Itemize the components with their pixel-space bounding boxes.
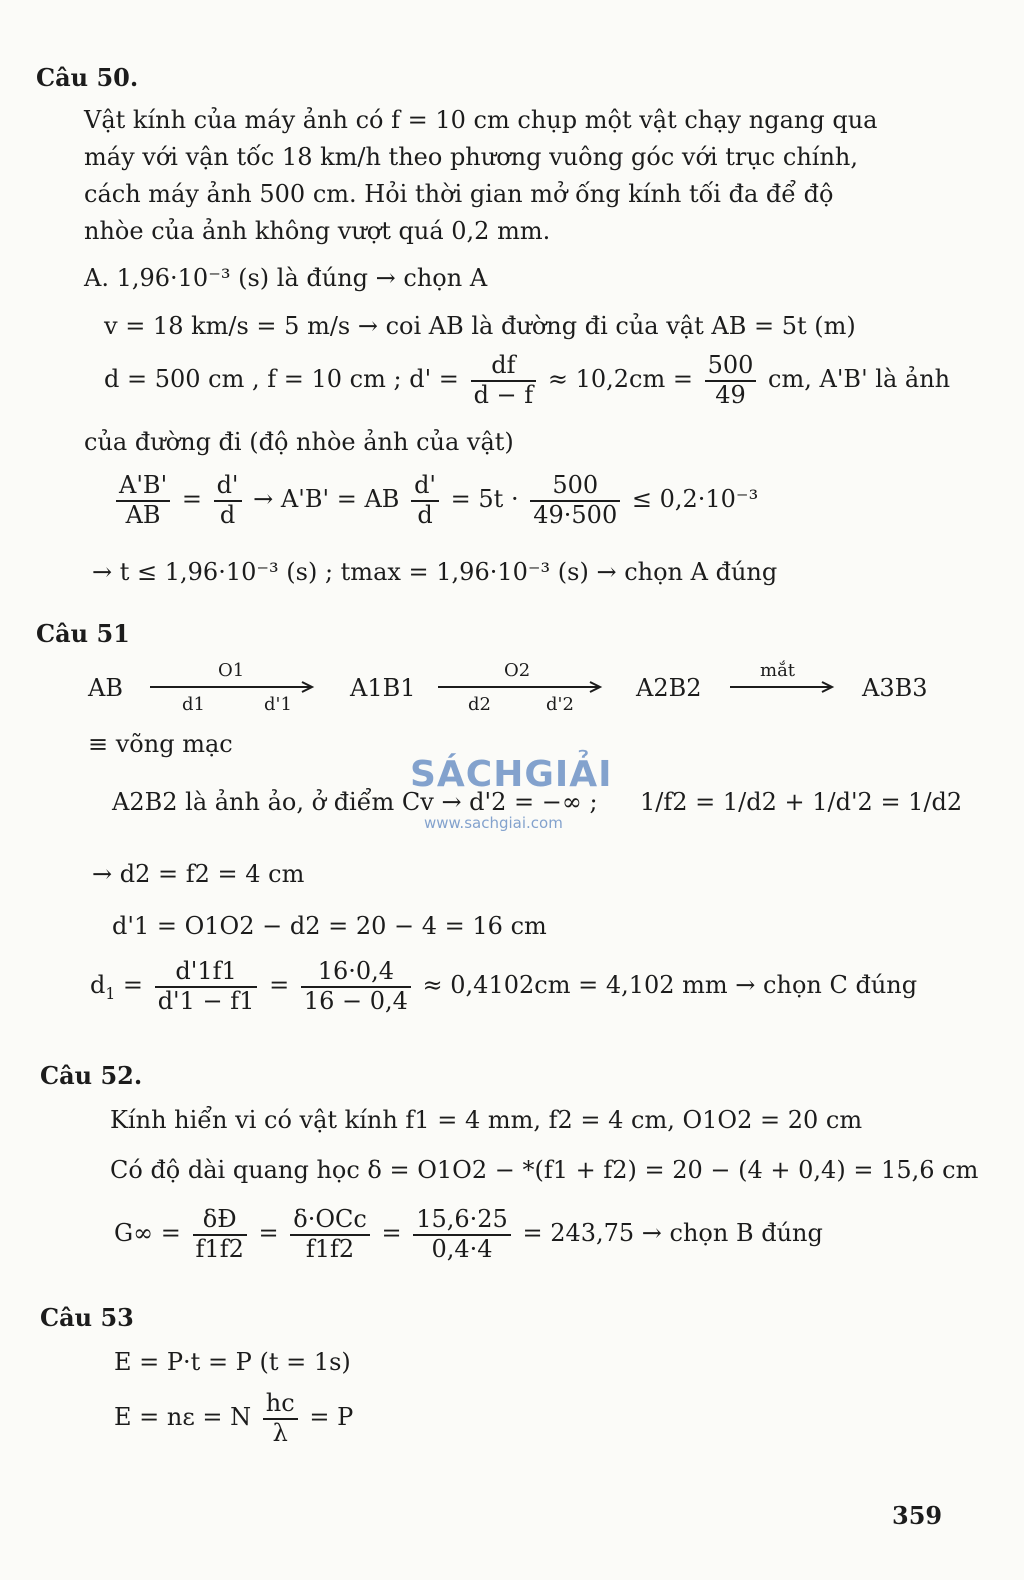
q53-line-2-post: = P bbox=[309, 1403, 354, 1432]
q51-d2-line: → d2 = f2 = 4 cm bbox=[92, 860, 305, 888]
q50-title: Câu 50. bbox=[36, 63, 139, 92]
fraction-denominator: 49·500 bbox=[533, 500, 618, 529]
q51-lens-equation: 1/f2 = 1/d2 + 1/d'2 = 1/d2 bbox=[640, 788, 963, 816]
q52-g-frac-2 bbox=[290, 1206, 370, 1263]
q50-answer-line: A. 1,96·10⁻³ (s) là đúng → chọn A bbox=[84, 264, 488, 292]
fraction-denominator: 49 bbox=[715, 380, 746, 409]
q52-magnification-line: G∞ = $\frac{\delta Đ}{f1f2}$ = $\frac{\text{δ·OCc}}{f1f2}$ = $\frac{15,6\cdot 25}{0,4\cdot 4}$ = 243,75 → chọn B đúng bbox=[114, 1205, 823, 1263]
q53-frac bbox=[263, 1390, 298, 1447]
q53-line-2 bbox=[114, 1390, 353, 1447]
fraction-denominator: f1f2 bbox=[195, 1234, 244, 1263]
q51-a1b1: A1B1 bbox=[350, 674, 416, 702]
q51-eye-label: mắt bbox=[760, 660, 796, 681]
q51-a2b2: A2B2 bbox=[636, 674, 702, 702]
q51-arrow-3 bbox=[730, 681, 840, 693]
q51-arrow-2 bbox=[438, 681, 608, 693]
fraction-numerator: d'1f1 bbox=[155, 958, 258, 988]
watermark-logo: SÁCHGIẢI bbox=[410, 754, 613, 795]
fraction-denominator: 0,4·4 bbox=[431, 1234, 493, 1263]
q51-d2: d2 bbox=[468, 694, 491, 715]
q51-retina: ≡ võng mạc bbox=[88, 730, 233, 758]
fraction-numerator: 500 bbox=[530, 472, 620, 502]
fraction-numerator: d' bbox=[214, 472, 242, 502]
fraction-denominator: λ bbox=[272, 1418, 288, 1447]
q52-g-lhs: G∞ = bbox=[114, 1219, 181, 1248]
q50-ratio-line: $\frac{A'B'}{AB}$ = $\frac{d'}{d}$ → A'B' = AB $\frac{d'}{d}$ = 5t · $\frac{500}{49\cdot 500}$ ≤ 0,2·10⁻³ bbox=[112, 472, 758, 529]
q50-ratio-lhs bbox=[116, 472, 170, 529]
fraction-numerator: d' bbox=[411, 472, 439, 502]
q51-d2p: d'2 bbox=[546, 694, 574, 715]
q52-g-tail: = 243,75 → chọn B đúng bbox=[522, 1219, 823, 1248]
q50-conclusion: → t ≤ 1,96·10⁻³ (s) ; tmax = 1,96·10⁻³ (s) → chọn A đúng bbox=[92, 558, 778, 586]
q50-distance-line bbox=[104, 352, 950, 409]
q51-o2: O2 bbox=[504, 660, 531, 681]
q50-velocity-line: v = 18 km/s = 5 m/s → coi AB là đường đi của vật AB = 5t (m) bbox=[104, 312, 856, 340]
q51-title: Câu 51 bbox=[36, 619, 130, 648]
q50-question-line-3: cách máy ảnh 500 cm. Hỏi thời gian mở ống kính tối đa để độ bbox=[84, 180, 834, 208]
fraction-denominator: d bbox=[219, 500, 236, 529]
q51-d1-frac-1 bbox=[155, 958, 258, 1015]
q51-o1: O1 bbox=[218, 660, 245, 681]
q51-a3b3: A3B3 bbox=[862, 674, 928, 702]
fraction-numerator: 15,6·25 bbox=[413, 1206, 511, 1236]
q52-g-frac-3 bbox=[413, 1206, 511, 1263]
q50-approx: ≈ 10,2cm = bbox=[547, 365, 693, 394]
q51-d1-tail: ≈ 0,4102cm = 4,102 mm → chọn C đúng bbox=[422, 971, 918, 1000]
q50-question-line-2: máy với vận tốc 18 km/h theo phương vuông góc với trục chính, bbox=[84, 143, 858, 171]
q51-d1p-line: d'1 = O1O2 − d2 = 20 − 4 = 16 cm bbox=[112, 912, 547, 940]
q51-d1p: d'1 bbox=[264, 694, 292, 715]
fraction-numerator: hc bbox=[263, 1390, 298, 1420]
fraction-numerator: 16·0,4 bbox=[301, 958, 411, 988]
q50-continuation: của đường đi (độ nhòe ảnh của vật) bbox=[84, 428, 514, 456]
q52-line-2: Có độ dài quang học δ = O1O2 − *(f1 + f2) = 20 − (4 + 0,4) = 15,6 cm bbox=[110, 1156, 979, 1184]
fraction-numerator: δĐ bbox=[193, 1206, 247, 1236]
fraction-denominator: d − f bbox=[473, 380, 534, 409]
q51-arrow-1 bbox=[150, 681, 320, 693]
fraction-numerator: A'B' bbox=[116, 472, 170, 502]
q53-title: Câu 53 bbox=[40, 1303, 134, 1332]
q50-ratio-big bbox=[530, 472, 620, 529]
fraction-numerator: df bbox=[471, 352, 537, 382]
q50-ratio-tail: ≤ 0,2·10⁻³ bbox=[631, 485, 759, 514]
q52-title: Câu 52. bbox=[40, 1061, 143, 1090]
q51-d1: d1 bbox=[182, 694, 205, 715]
q50-ratio-dd bbox=[411, 472, 439, 529]
q53-line-2-pre: E = nε = N bbox=[114, 1403, 252, 1432]
fraction-denominator: d'1 − f1 bbox=[157, 986, 255, 1015]
q50-question-line-1: Vật kính của máy ảnh có f = 10 cm chụp một vật chạy ngang qua bbox=[84, 106, 878, 134]
q50-fraction-500-49 bbox=[705, 352, 757, 409]
q50-fraction-df bbox=[471, 352, 537, 409]
q50-ratio-5t: = 5t · bbox=[450, 485, 519, 514]
fraction-numerator: 500 bbox=[705, 352, 757, 382]
q52-line-1: Kính hiển vi có vật kính f1 = 4 mm, f2 = 4 cm, O1O2 = 20 cm bbox=[110, 1106, 863, 1134]
fraction-numerator: δ·OCc bbox=[290, 1206, 370, 1236]
q51-d1-line: $d_1$ = $\frac{d'1f1}{d'1 - f1}$ = $\frac{16\cdot 0,4}{16 - 0,4}$ ≈ 0,4102cm = 4,102 mm → chọn C đúng bbox=[90, 957, 918, 1015]
fraction-denominator: AB bbox=[125, 500, 161, 529]
q51-ab: AB bbox=[88, 674, 123, 702]
q50-distance-pre: d = 500 cm , f = 10 cm ; d' = bbox=[104, 365, 459, 394]
watermark-url: www.sachgiai.com bbox=[424, 814, 563, 832]
q50-ratio-arrow: → A'B' = AB bbox=[253, 485, 400, 514]
page-number: 359 bbox=[892, 1501, 943, 1530]
q52-g-frac-1 bbox=[193, 1206, 247, 1263]
q51-virtual-image: A2B2 là ảnh ảo, ở điểm Cv → d'2 = −∞ ; bbox=[112, 788, 598, 816]
q50-distance-post: cm, A'B' là ảnh bbox=[768, 365, 951, 394]
fraction-denominator: f1f2 bbox=[305, 1234, 355, 1263]
q51-d1-frac-2 bbox=[301, 958, 411, 1015]
q50-question-line-4: nhòe của ảnh không vượt quá 0,2 mm. bbox=[84, 217, 551, 245]
fraction-denominator: 16 − 0,4 bbox=[303, 986, 408, 1015]
q53-line-1: E = P·t = P (t = 1s) bbox=[114, 1348, 351, 1376]
q50-ratio-mid bbox=[214, 472, 242, 529]
fraction-denominator: d bbox=[417, 500, 433, 529]
